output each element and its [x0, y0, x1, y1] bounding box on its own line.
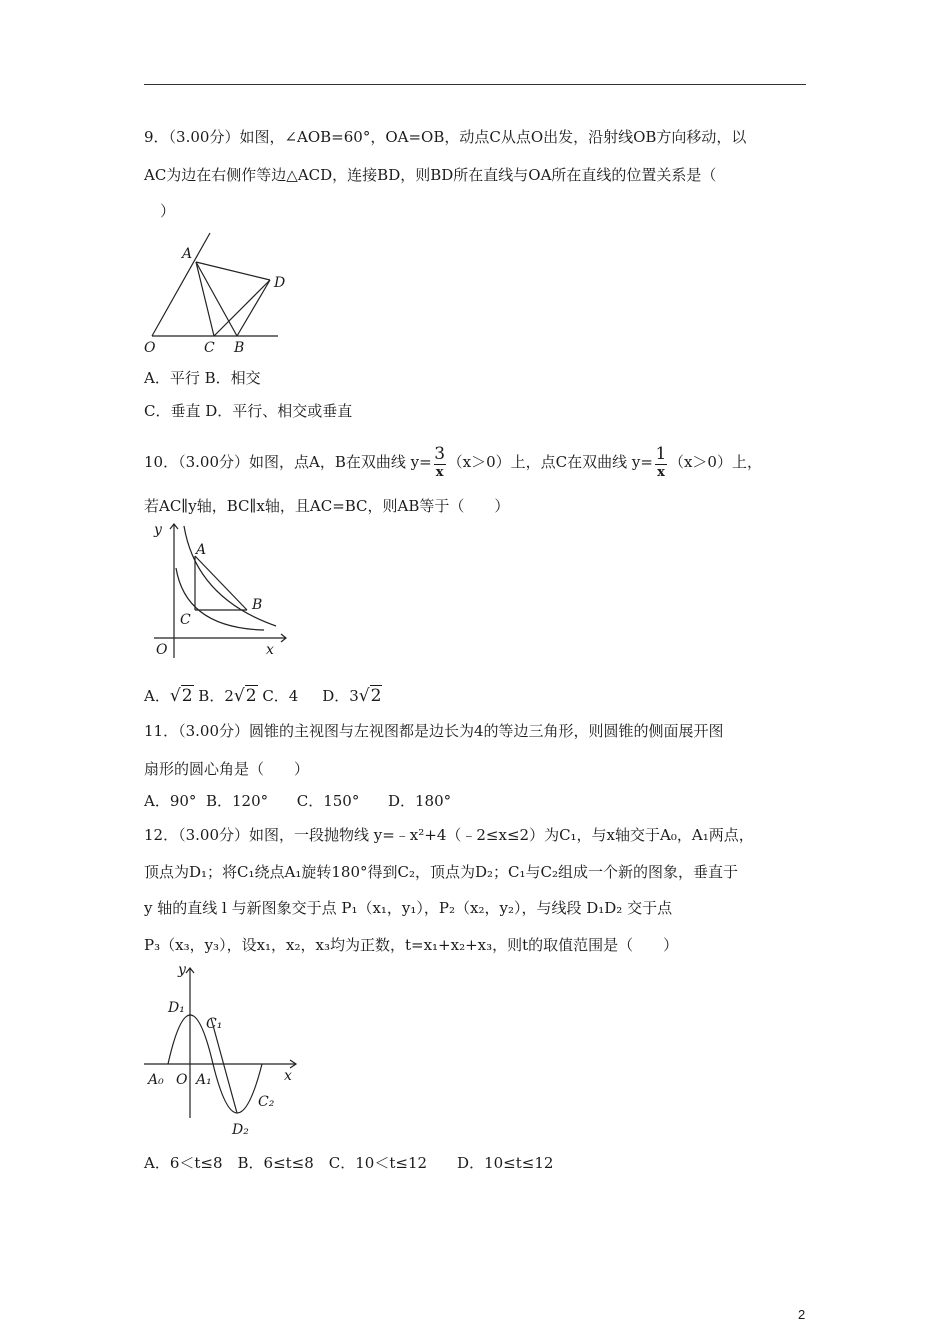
q10-pre: 10．（3.00分）如图，点A，B在双曲线 y= — [144, 453, 432, 471]
q12-text-line2: 顶点为D₁；将C₁绕点A₁旋转180°得到C₂，顶点为D₂；C₁与C₂组成一个新的图象，垂直于 — [144, 863, 739, 881]
q12-label-O: O — [176, 1072, 188, 1088]
q12-label-C2: C₂ — [258, 1094, 275, 1110]
q10-label-O: O — [156, 642, 168, 658]
q9-label-B: B — [234, 340, 245, 356]
q10-option-c: C．4 — [262, 687, 299, 705]
q11-option-a: A．90° — [144, 792, 197, 810]
q11-text-line1: 11．（3.00分）圆锥的主视图与左视图都是边长为4的等边三角形，则圆锥的侧面展开图 — [144, 722, 724, 740]
page-number: 2 — [798, 1307, 806, 1322]
q12-label-C1: C₁ — [206, 1016, 223, 1032]
q12-label-D2: D₂ — [232, 1122, 249, 1138]
q12-text-line3: y 轴的直线 l 与新图象交于点 P₁（x₁，y₁），P₂（x₂，y₂），与线段 D₁D₂ 交于点 — [144, 899, 673, 917]
q10-fraction-3-over-x: $\frac{3}{x}$ — [434, 444, 446, 480]
q9-text-line2: AC为边在右侧作等边△ACD，连接BD，则BD所在直线与OA所在直线的位置关系是（ — [144, 166, 717, 184]
q12-label-x: x — [284, 1068, 292, 1084]
q10-figure — [140, 518, 290, 666]
q12-label-D1: D₁ — [168, 1000, 185, 1016]
q10-label-y: y — [154, 522, 162, 538]
q9-text-line1: 9．（3.00分）如图，∠AOB=60°，OA=OB，动点C从点O出发，沿射线OB方向移动，以 — [144, 128, 747, 146]
q11-option-c: C．150° — [296, 792, 360, 810]
q10-options — [144, 684, 382, 708]
header-rule — [144, 84, 806, 85]
q9-figure — [140, 230, 300, 358]
q12-label-y: y — [178, 962, 186, 978]
q10-text-line1 — [144, 446, 762, 480]
q10-label-B: B — [252, 597, 263, 613]
q11-text-line2: 扇形的圆心角是（ ） — [144, 760, 310, 778]
q11-options — [144, 791, 451, 811]
q10-text-line2: 若AC∥y轴，BC∥x轴，且AC=BC，则AB等于（ ） — [144, 497, 510, 515]
q10-option-a-sqrt: √2 — [169, 686, 193, 706]
q9-options-ab: A．平行 B．相交 — [144, 369, 261, 387]
q10-mid: （x＞0）上，点C在双曲线 y= — [447, 453, 653, 471]
q10-option-b-sqrt: √2 — [233, 686, 257, 706]
q12-text-line1: 12．（3.00分）如图，一段抛物线 y=﹣x²+4（﹣2≤x≤2）为C₁，与x轴交于A₀，A₁两点， — [144, 826, 754, 844]
q12-label-A1: A₁ — [196, 1072, 212, 1088]
q9-text-line3: ） — [160, 202, 176, 220]
q10-option-d-label: D．3 — [322, 687, 359, 705]
q10-label-C: C — [180, 612, 191, 628]
q10-post: （x＞0）上， — [668, 453, 762, 471]
q10-option-b-label: B．2 — [198, 687, 234, 705]
q10-label-x: x — [266, 642, 274, 658]
q9-label-C: C — [204, 340, 215, 356]
q9-label-O: O — [144, 340, 156, 356]
q9-label-A: A — [182, 246, 193, 262]
q12-text-line4: P₃（x₃，y₃），设x₁，x₂，x₃均为正数，t=x₁+x₂+x₃，则t的取值范围是（ ） — [144, 936, 679, 954]
q12-options: A．6＜t≤8 B．6≤t≤8 C．10＜t≤12 D．10≤t≤12 — [144, 1154, 554, 1172]
q10-fraction-1-over-x: $\frac{1}{x}$ — [655, 444, 667, 480]
q9-options-cd: C．垂直 D．平行、相交或垂直 — [144, 402, 353, 420]
q9-label-D: D — [274, 275, 286, 291]
q10-label-A: A — [196, 542, 207, 558]
q11-option-b: B．120° — [205, 792, 269, 810]
q12-label-A0: A₀ — [148, 1072, 164, 1088]
q12-figure — [140, 960, 305, 1140]
q11-option-d: D．180° — [387, 792, 452, 810]
q10-option-d-sqrt: √2 — [358, 686, 382, 706]
q10-option-a-label: A． — [144, 687, 170, 705]
